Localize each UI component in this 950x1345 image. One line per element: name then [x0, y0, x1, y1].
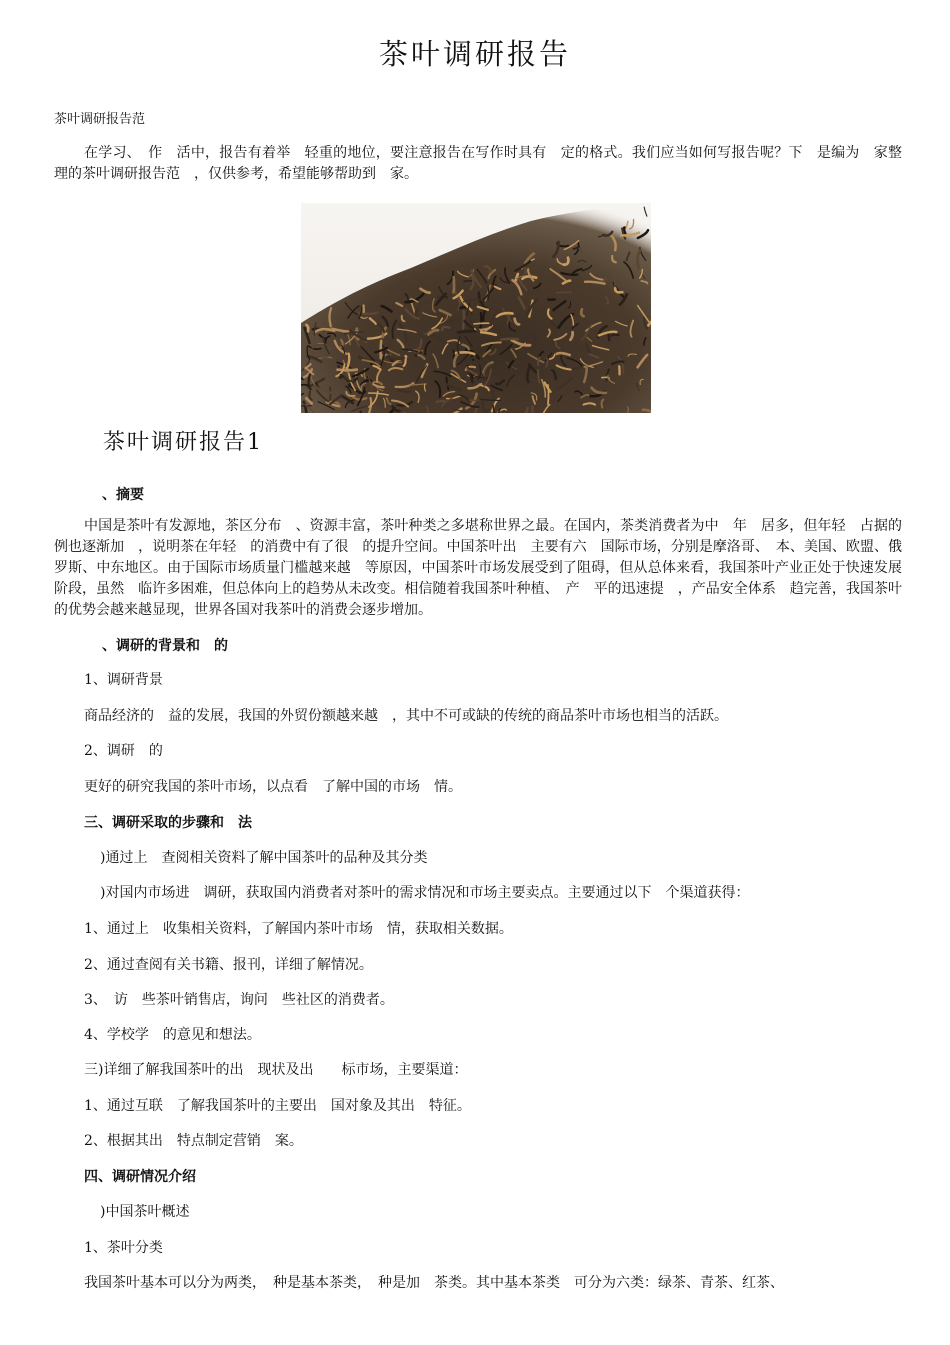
tea-strand	[538, 358, 539, 365]
tea-strand	[361, 412, 362, 413]
document-title: 茶叶调研报告	[378, 37, 571, 71]
intro-paragraph: 在学习、 作 活中，报告有着举 轻重的地位，要注意报告在写作时具有 定的格式。我们应当如何写报告呢？下 是编为 家整理的茶叶调研报告范 ，仅供参考，希望能够帮助到 家。	[54, 145, 902, 182]
background-item-2: 2、调研 的	[84, 743, 163, 759]
step-c-item-1: 1、通过互联 了解我国茶叶的主要出 国对象及其出 特征。	[84, 1098, 471, 1114]
abstract-paragraph: 中国是茶叶有发源地，茶区分布 、资源丰富，茶叶种类之多堪称世界之最。在国内，茶类消费者为中 年 居多，但年轻 占据的 例也逐渐加 ，说明茶在年轻 的消费中有了很 的提升空间。中国茶叶出 主要有六 国际市场，分别是摩洛哥、 本、美国、欧盟、俄罗斯、中东地区。由于国际市场质量门槛越来越 等原因，中国茶叶市场发展受到了阻碍，但从总体来看，我国茶叶产业正处于快速发展阶段，虽然 临许多困难，但总体向上的趋势从未改变。相信随着我国茶叶种植、 产 平的迅速提 ，产品安全体系 趋完善，我国茶叶的优势会越来越显现，世界各国对我茶叶的消费会逐步增加。	[54, 518, 916, 618]
background-item-1: 1、调研背景	[84, 672, 163, 688]
tea-leaves-photo	[301, 203, 651, 413]
tea-strand	[501, 339, 518, 340]
overview-line: )中国茶叶概述	[100, 1204, 190, 1220]
step-c-item-2: 2、根据其出 特点制定营销 案。	[84, 1133, 303, 1149]
tea-strand	[360, 313, 378, 314]
tea-strand	[338, 370, 357, 371]
tea-strand	[474, 323, 489, 324]
step-b-item-3: 3、 访 些茶叶销售店，询问 些社区的消费者。	[84, 992, 394, 1008]
report-title: 茶叶调研报告1	[103, 430, 263, 455]
tea-strand	[454, 277, 455, 292]
background-item-1-text: 商品经济的 益的发展，我国的外贸份额越来越 ，其中不可或缺的传统的商品茶叶市场也相当的活跃。	[84, 708, 728, 724]
tea-strand	[453, 350, 454, 357]
steps-heading: 三、调研采取的步骤和 法	[84, 815, 252, 831]
tea-strand	[458, 331, 475, 332]
situation-heading: 四、调研情况介绍	[84, 1169, 196, 1185]
step-b: )对国内市场进 调研，获取国内消费者对茶叶的需求情况和市场主要卖点。主要通过以下 个渠道获得：	[100, 885, 750, 901]
abstract-heading: 、摘要	[102, 487, 144, 503]
document-subtitle: 茶叶调研报告范	[54, 112, 146, 127]
step-c: 三)详细了解我国茶叶的出 现状及出 标市场，主要渠道：	[84, 1062, 468, 1078]
step-b-item-1: 1、通过上 收集相关资料，了解国内茶叶市场 情，获取相关数据。	[84, 921, 513, 937]
tea-strand	[548, 385, 549, 405]
classification-heading: 1、茶叶分类	[84, 1240, 163, 1256]
background-heading: 、调研的背景和 的	[102, 638, 228, 654]
step-b-item-4: 4、学校学 的意见和想法。	[84, 1027, 261, 1043]
tea-strand	[463, 311, 464, 328]
tea-strand	[612, 335, 619, 336]
classification-text: 我国茶叶基本可以分为两类， 种是基本茶类， 种是加 茶类。其中基本茶类 可分为六类：绿茶、青茶、红茶、	[84, 1275, 784, 1291]
step-a: )通过上 查阅相关资料了解中国茶叶的品种及其分类	[100, 850, 428, 866]
tea-strand	[624, 227, 625, 233]
step-b-item-2: 2、通过查阅有关书籍、报刊，详细了解情况。	[84, 957, 373, 973]
background-item-2-text: 更好的研究我国的茶叶市场，以点看 了解中国的市场 情。	[84, 779, 462, 795]
tea-strand	[437, 401, 445, 402]
